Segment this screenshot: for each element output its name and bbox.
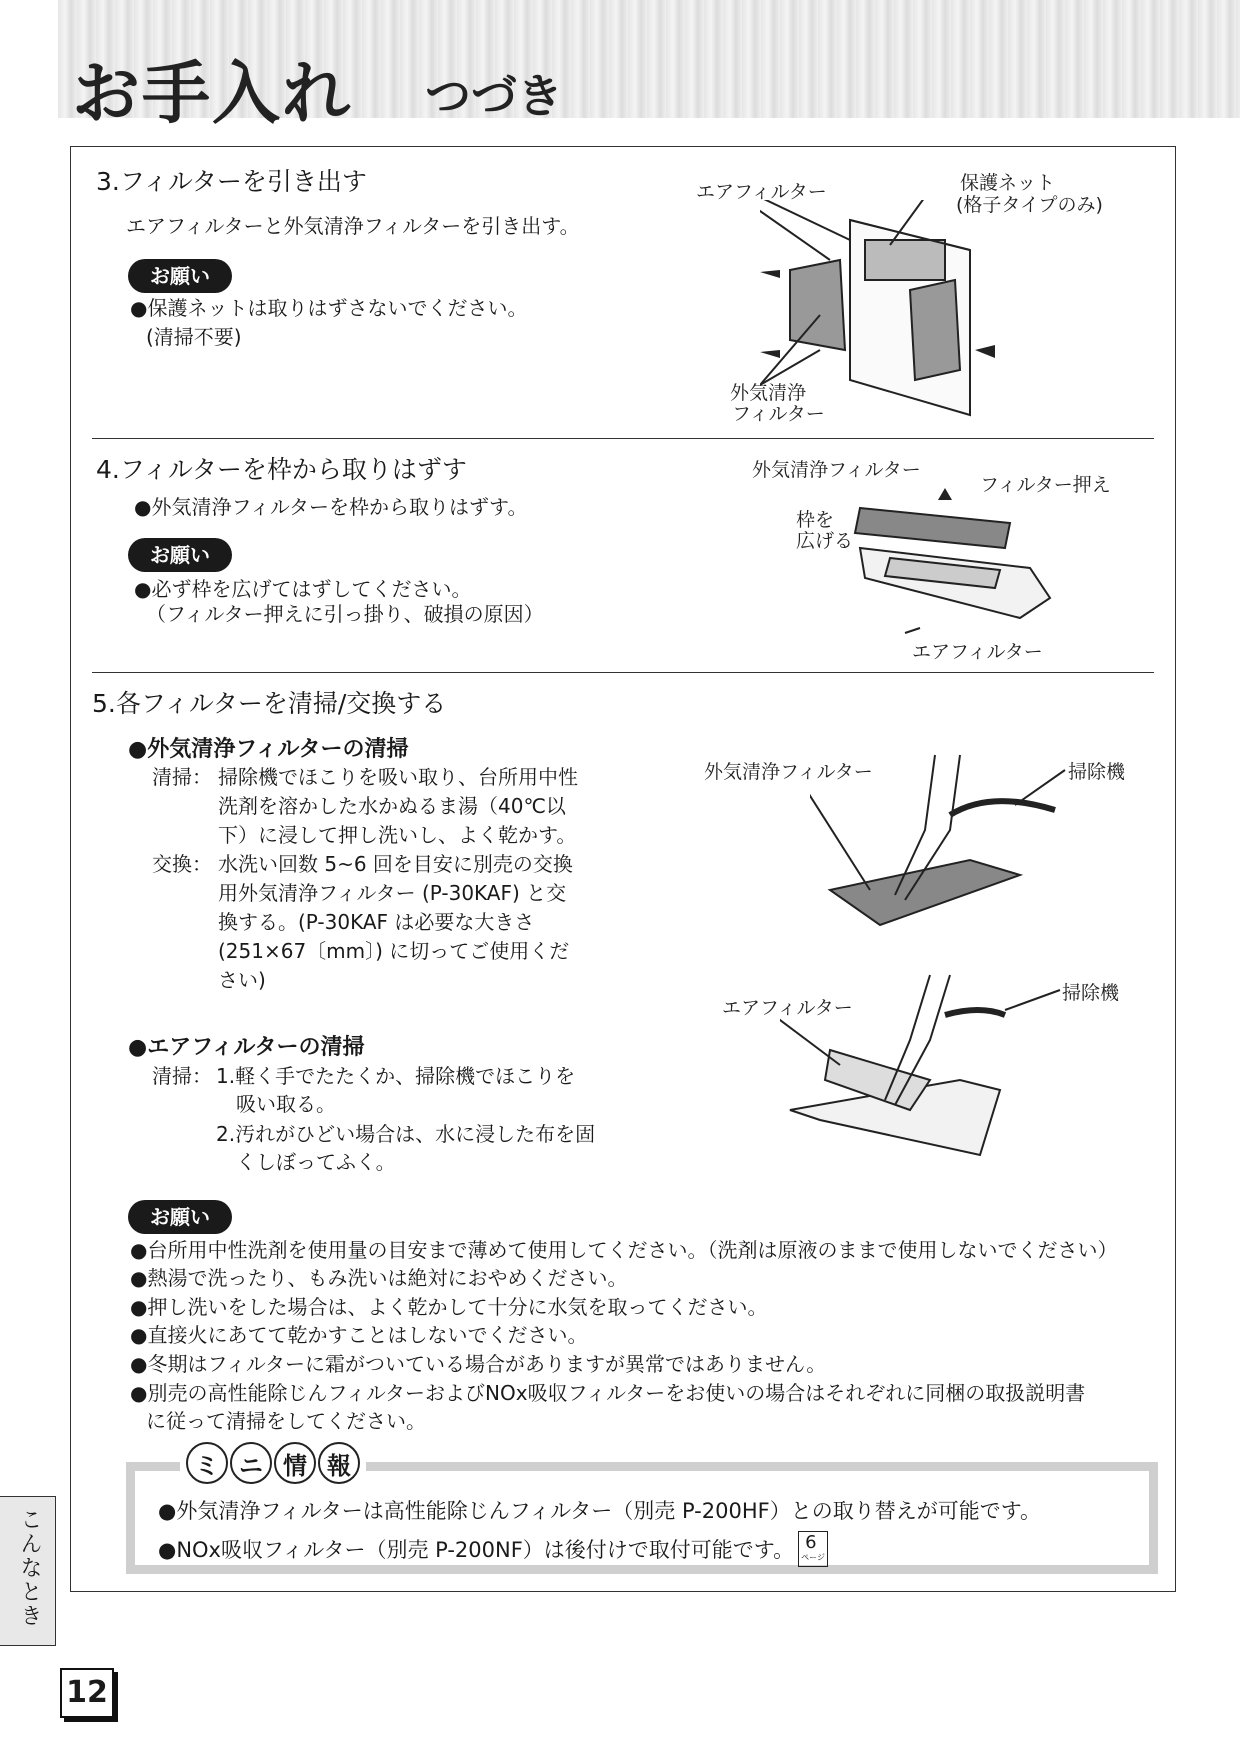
section4-heading: 4.フィルターを枠から取りはずす	[96, 455, 467, 484]
request-badge: お願い	[128, 259, 232, 293]
outdoor-clean-line: 下）に浸して押し洗いし、よく乾かす。	[218, 823, 577, 847]
outdoor-filter-heading: ●外気清浄フィルターの清掃	[128, 737, 409, 762]
outdoor-replace-line: 用外気清浄フィルター (P-30KAF) と交	[218, 881, 567, 905]
figure-label: (格子タイプのみ)	[956, 194, 1103, 216]
figure-label: 枠を	[796, 509, 835, 531]
care-note: ●冬期はフィルターに霜がついている場合がありますが異常ではありません。	[130, 1352, 827, 1376]
section4-body: ●外気清浄フィルターを枠から取りはずす。	[134, 495, 528, 519]
page-ref-box	[798, 1531, 828, 1567]
section3-note: ●保護ネットは取りはずさないでください。	[130, 296, 528, 320]
outdoor-replace-line: 水洗い回数 5~6 回を目安に別売の交換	[218, 852, 573, 876]
mini-info-char: ミ	[186, 1442, 228, 1484]
mini-info-line: ●NOx吸収フィルター（別売 P-200NF）は後付けで取付可能です。	[158, 1538, 795, 1562]
figure-label: フィルター	[732, 403, 825, 425]
care-note: に従って清掃をしてください。	[146, 1409, 426, 1433]
air-clean-line: 1.軽く手でたたくか、掃除機でほこりを	[216, 1064, 576, 1088]
outdoor-clean-line: 掃除機でほこりを吸い取り、台所用中性	[218, 765, 578, 789]
air-filter-heading: ●エアフィルターの清掃	[128, 1035, 365, 1060]
care-note: ●熱湯で洗ったり、もみ洗いは絶対におやめください。	[130, 1266, 628, 1290]
request-badge: お願い	[128, 538, 232, 572]
side-index-label: こんなとき	[17, 1508, 42, 1628]
mini-info-line: ●外気清浄フィルターは高性能除じんフィルター（別売 P-200HF）との取り替えが可能です。	[158, 1499, 1042, 1523]
figure-label: エアフィルター	[696, 181, 827, 203]
care-note: ●押し洗いをした場合は、よく乾かして十分に水気を取ってください。	[130, 1295, 768, 1319]
figure-label: 掃除機	[1068, 761, 1126, 783]
filter-drawer-illustration	[760, 200, 1000, 420]
mini-info-line-2	[158, 1531, 828, 1567]
section-divider	[92, 438, 1154, 439]
clean-label: 清掃：	[152, 765, 212, 789]
care-note: ●直接火にあてて乾かすことはしないでください。	[130, 1323, 588, 1347]
page-number: 12	[60, 1668, 114, 1718]
outdoor-replace-line: (251×67〔mm〕) に切ってご使用くだ	[218, 939, 570, 963]
figure-label: エアフィルター	[722, 997, 853, 1019]
section3-note: (清掃不要)	[146, 325, 242, 349]
section-divider	[92, 672, 1154, 673]
outdoor-clean-line: 洗剤を溶かした水かぬるま湯（40℃以	[218, 794, 566, 818]
section4-note: ●必ず枠を広げてはずしてください。	[134, 577, 472, 601]
section3-heading: 3.フィルターを引き出す	[96, 167, 367, 196]
air-clean-line: 吸い取る。	[236, 1092, 336, 1116]
section4-note: （フィルター押えに引っ掛り、破損の原因）	[146, 602, 544, 626]
section3-body: エアフィルターと外気清浄フィルターを引き出す。	[126, 214, 580, 238]
mini-info-char: 報	[318, 1442, 360, 1484]
figure-label: 外気清浄フィルター	[704, 761, 873, 783]
clean-label: 清掃：	[152, 1064, 212, 1088]
vacuum-air-filter-illustration	[780, 970, 1070, 1180]
replace-label: 交換：	[152, 852, 212, 876]
figure-label: エアフィルター	[912, 641, 1043, 663]
vacuum-outdoor-filter-illustration	[810, 750, 1070, 930]
care-note: ●別売の高性能除じんフィルターおよびNOx吸収フィルターをお使いの場合はそれぞれに同梱の取扱説明書	[130, 1381, 1086, 1405]
mini-info-char: ニ	[230, 1442, 272, 1484]
outdoor-replace-line: さい)	[218, 968, 266, 992]
figure-label: フィルター押え	[980, 474, 1111, 496]
page-subtitle: つづき	[425, 69, 563, 123]
section5-heading: 5.各フィルターを清掃/交換する	[92, 689, 447, 718]
figure-label: 保護ネット	[960, 172, 1056, 194]
care-note: ●台所用中性洗剤を使用量の目安まで薄めて使用してください。（洗剤は原液のままで使用しないでください）	[130, 1238, 1118, 1262]
figure-label: 外気清浄	[730, 382, 807, 404]
page-ref-unit: ページ	[801, 1553, 825, 1562]
figure-label: 外気清浄フィルター	[752, 459, 921, 481]
filter-frame-illustration	[850, 488, 1065, 638]
figure-label: 掃除機	[1062, 982, 1120, 1004]
request-badge: お願い	[128, 1200, 232, 1234]
mini-info-char: 情	[274, 1442, 316, 1484]
air-clean-line: くしぼってふく。	[236, 1150, 396, 1174]
outdoor-replace-line: 換する。(P-30KAF は必要な大きさ	[218, 910, 535, 934]
page-title: お手入れ	[72, 55, 353, 134]
mini-info-title	[180, 1442, 366, 1484]
page-ref-number: 6	[805, 1532, 817, 1553]
air-clean-line: 2.汚れがひどい場合は、水に浸した布を固	[216, 1122, 596, 1146]
figure-label: 広げる	[796, 530, 854, 552]
